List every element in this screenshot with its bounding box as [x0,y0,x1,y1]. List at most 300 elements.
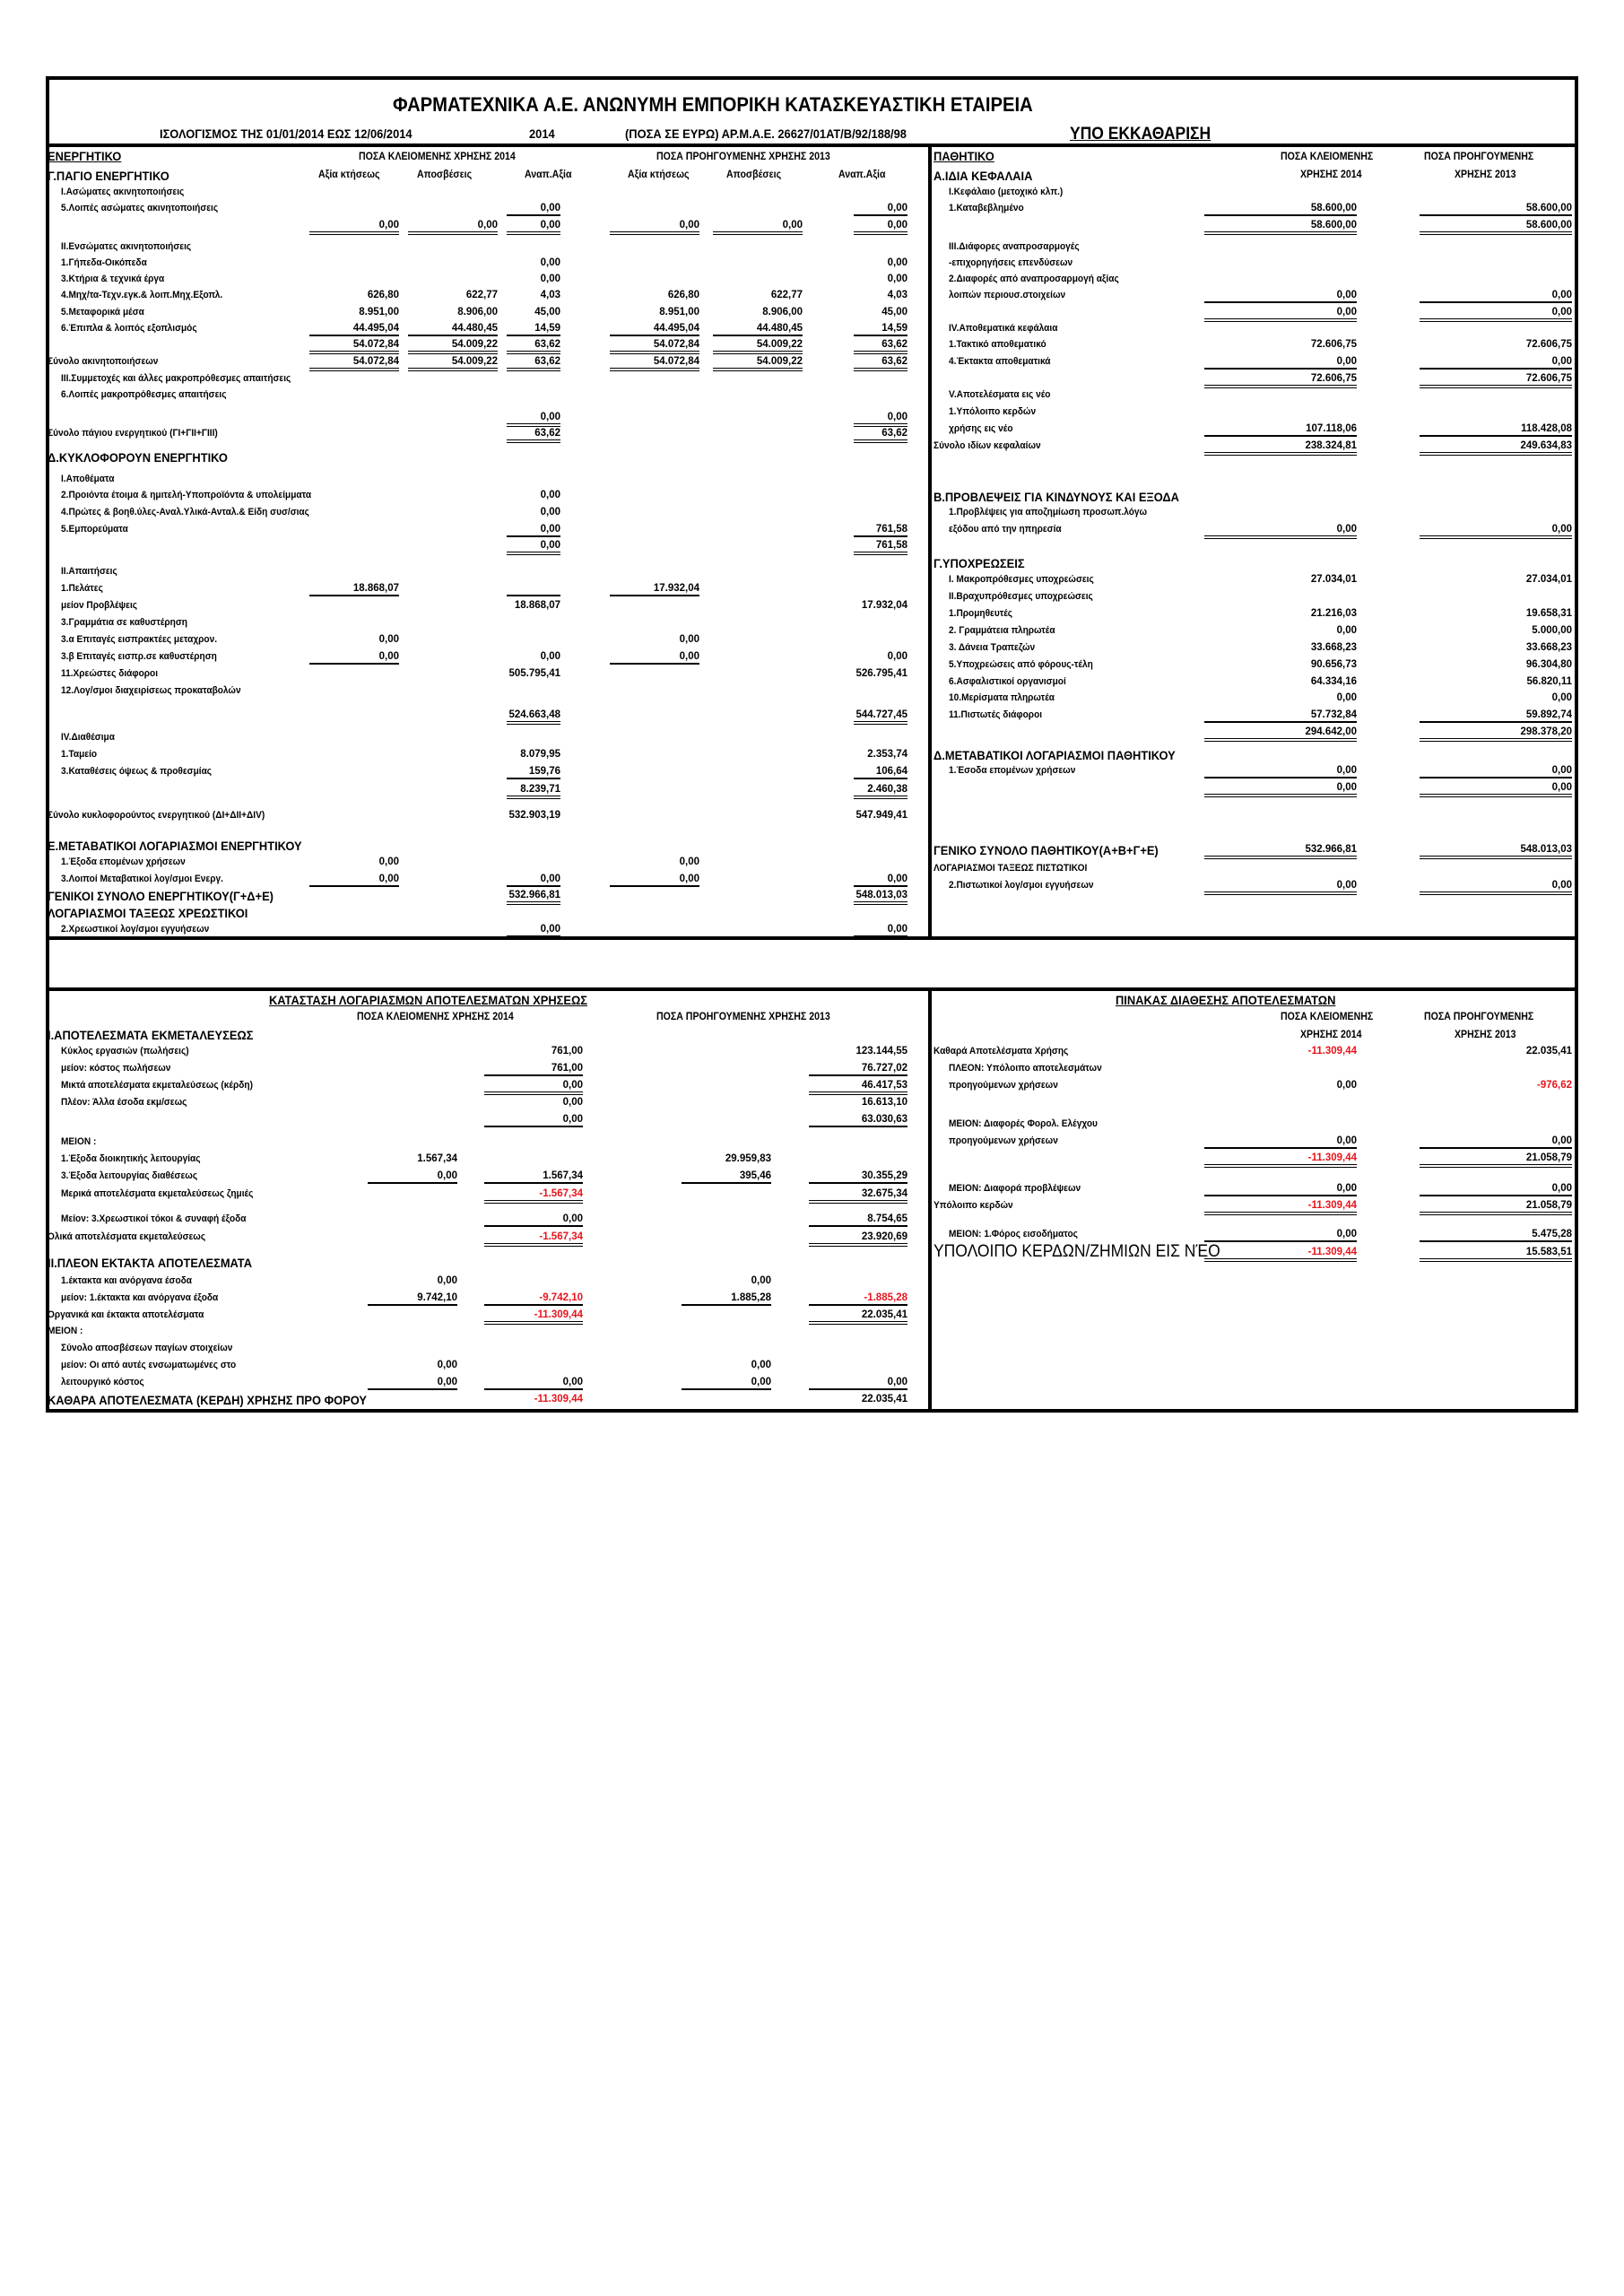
assets-row-label: Ι.Αποθέματα [61,474,115,484]
liabilities-value-cell: 33.668,23 [1525,642,1572,653]
liabilities-value-cell: 59.892,74 [1420,709,1572,723]
liabilities-value-cell: 0,00 [1204,781,1357,797]
income-row-label: Οργανικά και έκτακτα αποτελέσματα [48,1309,204,1320]
assets-value-cell: 0,00 [507,873,560,887]
liabilities-row-label: -επιχορηγήσεις επενδύσεων [949,257,1073,268]
income-value-cell: 0,00 [682,1376,771,1390]
assets-value-cell: 106,64 [854,765,908,779]
liabilities-row-label: Ι.Κεφάλαιο (μετοχικό κλπ.) [949,187,1064,197]
income-value-cell: 0,00 [484,1079,583,1095]
liabilities-value-cell: 0,00 [1336,625,1357,636]
dist-col-previous-1: ΠΟΣΑ ΠΡΟΗΓΟΥΜΕΝΗΣ [1424,1012,1534,1022]
liabilities-value-cell: 58.600,00 [1204,202,1357,216]
distribution-row-label: Καθαρά Αποτελέσματα Χρήσης [934,1046,1069,1057]
liabilities-value-cell: 0,00 [1336,692,1357,703]
assets-value-cell: 8.906,00 [762,307,803,317]
income-row-label: ΚΑΘΑΡΑ ΑΠΟΤΕΛΕΣΜΑΤΑ (ΚΕΡΔΗ) ΧΡΗΣΗΣ ΠΡΟ ΦΟΡΟΥ [48,1393,368,1407]
assets-value-cell: 63,62 [854,338,908,354]
assets-value-cell: 0,00 [679,857,699,867]
dist-col-current-1: ΠΟΣΑ ΚΛΕΙΟΜΕΝΗΣ [1281,1012,1374,1022]
income-title: ΚΑΤΑΣΤΑΣΗ ΛΟΓΑΡΙΑΣΜΩΝ ΑΠΟΤΕΛΕΣΜΑΤΩΝ ΧΡΗΣΕΩΣ [269,993,588,1007]
income-value-cell: 30.355,29 [809,1170,908,1184]
liabilities-value-cell: 532.966,81 [1204,843,1357,859]
liabilities-row-label: λοιπών περιουσ.στοιχείων [949,290,1066,300]
income-value-cell: -9.742,10 [484,1292,583,1306]
assets-value-cell: 45,00 [534,307,560,317]
liabilities-row-label: 6.Ασφαλιστικοί οργανισμοί [949,676,1066,687]
liabilities-value-cell: 118.428,08 [1420,422,1572,437]
assets-row-label: 4.Μηχ/τα-Τεχν.εγκ.& λοιπ.Μηχ.Εξοπλ. [61,290,223,300]
liabilities-row-label: εξόδου από την ηπηρεσία [949,524,1062,535]
income-value-cell: 22.035,41 [861,1394,908,1405]
liabilities-value-cell: 107.118,06 [1204,422,1357,437]
assets-row-label: 5.Λοιπές ασώματες ακινητοποιήσεις [61,203,219,213]
distribution-value-cell: 0,00 [1204,1182,1357,1196]
income-value-cell: 29.959,83 [725,1153,771,1164]
assets-subcol-header: Αξία κτήσεως [628,170,690,180]
liabilities-row-label: V.Αποτελέσματα εις νέο [949,389,1051,400]
income-col-current: ΠΟΣΑ ΚΛΕΙΟΜΕΝΗΣ ΧΡΗΣΗΣ 2014 [357,1012,514,1022]
assets-col-current: ΠΟΣΑ ΚΛΕΙΟΜΕΝΗΣ ΧΡΗΣΗΣ 2014 [359,152,516,162]
income-value-cell: 0,00 [368,1170,457,1184]
assets-value-cell: 0,00 [540,274,560,284]
assets-value-cell: 0,00 [610,873,699,887]
distribution-value-cell: -11.309,44 [1204,1246,1357,1262]
assets-value-cell: 0,00 [854,219,908,235]
assets-subcol-header: Αναπ.Αξία [838,170,886,180]
income-value-cell: 46.417,53 [809,1079,908,1095]
liabilities-value-cell: 0,00 [1420,306,1572,322]
income-row-label: Μικτά αποτελέσματα εκμεταλεύσεως (κέρδη) [61,1080,253,1091]
distribution-value-cell: 22.035,41 [1525,1046,1572,1057]
year-label: 2014 [529,126,555,141]
assets-value-cell: 0,00 [309,219,399,235]
assets-value-cell: 8.951,00 [359,307,399,317]
assets-row-label: 3.Καταθέσεις όψεως & προθεσμίας [61,766,213,777]
assets-value-cell: 54.009,22 [408,355,498,371]
distribution-row-label: ΠΛΕΟΝ: Υπόλοιπο αποτελεσμάτων [949,1063,1102,1074]
liabilities-value-cell: 64.334,16 [1310,676,1357,687]
distribution-value-cell: 21.058,79 [1420,1199,1572,1215]
assets-row-label: 4.Πρώτες & βοηθ.ύλες-Αναλ.Υλικά-Ανταλ.& Είδη συσ/σιας [61,507,309,517]
liabilities-value-cell: 58.600,00 [1420,202,1572,216]
assets-row-label: 1.Πελάτες [61,583,103,594]
liabilities-value-cell: 0,00 [1204,764,1357,778]
assets-value-cell: 0,00 [854,923,908,939]
assets-row-label: Σύνολο πάγιου ενεργητικού (ΓΙ+ΓΙΙ+ΓΙΙΙ) [48,428,218,439]
liabilities-value-cell: 5.000,00 [1532,625,1572,636]
header-divider [46,144,1578,147]
registry-label: (ΠΟΣΑ ΣΕ ΕΥΡΩ) ΑΡ.Μ.Α.Ε. 26627/01ΑΤ/Β/92/188/98 [625,126,907,141]
income-row-label: μείον: κόστος πωλήσεων [61,1063,171,1074]
assets-row-label: 3.Γραμμάτια σε καθυστέρηση [61,617,187,628]
liabilities-title: ΠΑΘΗΤΙΚΟ [934,149,994,163]
assets-row-label: 1.Έξοδα επομένων χρήσεων [61,857,186,867]
assets-row-label: 2.Χρεωστικοί λογ/σμοι εγγυήσεων [61,924,210,935]
liabilities-row-label: 5.Υποχρεώσεις από φόρους-τέλη [949,659,1093,670]
assets-row-label: μείον Προβλέψεις [61,600,138,611]
liabilities-value-cell: 0,00 [1204,879,1357,895]
assets-col-previous: ΠΟΣΑ ΠΡΟΗΓΟΥΜΕΝΗΣ ΧΡΗΣΗΣ 2013 [656,152,830,162]
distribution-value-cell: 5.475,28 [1420,1228,1572,1242]
assets-value-cell: 761,58 [854,523,908,537]
income-value-cell: 395,46 [682,1170,771,1184]
liabilities-value-cell: 56.820,11 [1526,676,1572,687]
assets-value-cell: 45,00 [881,307,908,317]
liabilities-value-cell: 294.642,00 [1204,726,1357,742]
distribution-row-label: προηγούμενων χρήσεων [949,1135,1058,1146]
assets-row-label: Γ.ΠΑΓΙΟ ΕΝΕΡΓΗΤΙΚΟ [48,169,169,183]
assets-subcol-header: Αξία κτήσεως [318,170,380,180]
assets-value-cell: 63,62 [854,427,908,443]
assets-value-cell: 0,00 [854,873,908,887]
income-value-cell: 123.144,55 [855,1046,908,1057]
assets-value-cell: 54.072,84 [309,355,399,371]
liabilities-value-cell: 72.606,75 [1420,372,1572,388]
liabilities-row-label: 1.Καταβεβλημένο [949,203,1024,213]
liabilities-row-label: ΙΙΙ.Διάφορες αναπροσαρμογές [949,241,1080,252]
assets-value-cell: 2.460,38 [854,783,908,799]
income-row-label: Σύνολο αποσβέσεων παγίων στοιχείων [61,1343,233,1353]
dist-col-current-2: ΧΡΗΣΗΣ 2014 [1300,1030,1362,1040]
distribution-value-cell: -11.309,44 [1204,1199,1357,1215]
income-value-cell: 16.613,10 [861,1097,908,1108]
assets-value-cell: 548.013,03 [854,889,908,905]
assets-value-cell: 0,00 [713,219,803,235]
assets-value-cell: 8.079,95 [520,749,560,760]
assets-row-label: 6.Έπιπλα & λοιπός εξοπλισμός [61,323,197,334]
assets-row-label: 5.Εμπορεύματα [61,524,128,535]
liabilities-row-label: 11.Πιστωτές διάφοροι [949,709,1043,720]
distribution-value-cell: 0,00 [1336,1080,1357,1091]
assets-value-cell: 63,62 [854,355,908,371]
liabilities-value-cell: 72.606,75 [1525,339,1572,350]
assets-rule [507,582,560,596]
distribution-value-cell: 0,00 [1204,1228,1357,1242]
liabilities-value-cell: 0,00 [1204,355,1357,370]
period-label: ΙΣΟΛΟΓΙΣΜΟΣ ΤΗΣ 01/01/2014 ΕΩΣ 12/06/2014 [160,126,413,141]
income-row-label: 1.έκτακτα και ανόργανα έσοδα [61,1275,193,1286]
income-value-cell: 761,00 [551,1046,583,1057]
assets-row-label: 3.β Επιταγές εισπρ.σε καθυστέρηση [61,651,217,662]
assets-row-label: ΙV.Διαθέσιμα [61,732,115,743]
liabilities-row-label: 1.Υπόλοιπο κερδών [949,406,1037,417]
liabilities-row-label: 1.Τακτικό αποθεματικό [949,339,1046,350]
assets-row-label: 3.Κτήρια & τεχνικά έργα [61,274,165,284]
liabilities-value-cell: 58.600,00 [1420,219,1572,235]
income-value-cell: 0,00 [562,1097,583,1108]
assets-row-label: 6.Λοιπές μακροπρόθεσμες απαιτήσεις [61,389,227,400]
liabilities-row-label: Β.ΠΡΟΒΛΕΨΕΙΣ ΓΙΑ ΚΙΝΔΥΝΟΥΣ ΚΑΙ ΕΞΟΔΑ [934,490,1179,504]
liabilities-row-label: ΙV.Αποθεματικά κεφάλαια [949,323,1058,334]
assets-value-cell: 44.480,45 [713,322,803,336]
assets-value-cell: 63,62 [507,355,560,371]
income-value-cell: 0,00 [751,1360,771,1370]
income-row-label: Μερικά αποτελέσματα εκμεταλεύσεως ζημιές [61,1188,254,1199]
income-row-label: Ολικά αποτελέσματα εκμεταλεύσεως [48,1231,206,1242]
assets-value-cell: 17.932,04 [861,600,908,611]
liabilities-value-cell: 0,00 [1204,289,1357,303]
assets-value-cell: 0,00 [507,923,560,939]
liab-col-current-2: ΧΡΗΣΗΣ 2014 [1300,170,1362,180]
assets-value-cell: 0,00 [610,650,699,665]
income-value-cell: 0,00 [368,1376,457,1390]
liabilities-row-label: 2.Διαφορές από αναπροσαρμογή αξίας [949,274,1119,284]
liab-col-current-1: ΠΟΣΑ ΚΛΕΙΟΜΕΝΗΣ [1281,152,1374,162]
assets-value-cell: 505.795,41 [508,668,560,679]
assets-value-cell: 159,76 [507,765,560,779]
assets-subcol-header: Αποσβέσεις [726,170,782,180]
liabilities-row-label: 2. Γραμμάτεια πληρωτέα [949,625,1055,636]
assets-value-cell: 2.353,74 [867,749,908,760]
income-value-cell: -1.885,28 [809,1292,908,1306]
distribution-row-label: ΜΕΙΟΝ: Διαφορές Φορολ. Ελέγχου [949,1118,1098,1129]
income-row-label: ΙΙ.ΠΛΕΟΝ ΕΚΤΑΚΤΑ ΑΠΟΤΕΛΕΣΜΑΤΑ [48,1256,253,1270]
income-value-cell: -1.567,34 [484,1187,583,1204]
liabilities-row-label: Δ.ΜΕΤΑΒΑΤΙΚΟΙ ΛΟΓΑΡΙΑΣΜΟΙ ΠΑΘΗΤΙΚΟΥ [934,748,1176,762]
liabilities-value-cell: 0,00 [1420,523,1572,539]
assets-row-label: Σύνολο κυκλοφορούντος ενεργητικού (ΔΙ+ΔΙΙ+ΔΙV) [48,810,265,821]
liabilities-row-label: ΛΟΓΑΡΙΑΣΜΟΙ ΤΑΞΕΩΣ ΠΙΣΤΩΤΙΚΟΙ [934,863,1088,874]
assets-value-cell: 54.009,22 [408,338,498,354]
assets-value-cell: 17.932,04 [610,582,699,596]
assets-row-label: 11.Χρεώστες διάφοροι [61,668,159,679]
assets-value-cell: 54.072,84 [610,338,699,354]
assets-row-label: 3.Λοιποί Μεταβατικοί λογ/σμοι Ενεργ. [61,874,223,884]
assets-value-cell: 54.009,22 [713,338,803,354]
assets-value-cell: 0,00 [309,650,399,665]
assets-value-cell: 54.072,84 [610,355,699,371]
distribution-value-cell: -11.309,44 [1307,1046,1357,1057]
income-value-cell: 32.675,34 [809,1187,908,1204]
assets-value-cell: 544.727,45 [854,709,908,725]
assets-value-cell: 63,62 [507,427,560,443]
liabilities-row-label: Σύνολο ιδίων κεφαλαίων [934,440,1041,451]
liabilities-value-cell: 33.668,23 [1310,642,1357,653]
assets-value-cell: 0,00 [507,219,560,235]
assets-value-cell: 0,00 [540,651,560,662]
assets-value-cell: 0,00 [507,202,560,216]
income-value-cell: 0,00 [484,1213,583,1227]
liabilities-row-label: Α.ΙΔΙΑ ΚΕΦΑΛΑΙΑ [934,169,1033,183]
assets-value-cell: 0,00 [679,634,699,645]
assets-value-cell: 8.239,71 [507,783,560,799]
assets-value-cell: 4,03 [540,290,560,300]
assets-row-label: 2.Προιόντα έτοιμα & ημιτελή-Υποπροϊόντα & υπολείμματα [61,490,312,500]
liabilities-row-label: ΙΙ.Βραχυπρόθεσμες υποχρεώσεις [949,591,1093,602]
assets-value-cell: 54.072,84 [309,338,399,354]
assets-value-cell: 622,77 [465,290,498,300]
assets-value-cell: 0,00 [854,202,908,216]
assets-value-cell: 0,00 [854,411,908,427]
liabilities-row-label: 3. Δάνεια Τραπεζών [949,642,1036,653]
liabilities-row-label: ΓΕΝΙΚΟ ΣΥΝΟΛΟ ΠΑΘΗΤΙΚΟΥ(Α+Β+Γ+Ε) [934,843,1159,857]
liabilities-value-cell: 0,00 [1420,781,1572,797]
assets-row-label: ΙΙ.Ενσώματες ακινητοποιήσεις [61,241,192,252]
assets-row-label: ΙΙΙ.Συμμετοχές και άλλες μακροπρόθεσμες απαιτήσεις [61,373,291,384]
assets-value-cell: 0,00 [887,274,908,284]
assets-value-cell: 44.480,45 [408,322,498,336]
liabilities-value-cell: 0,00 [1551,692,1572,703]
income-row-label: Κύκλος εργασιών (πωλήσεις) [61,1046,189,1057]
income-value-cell: 1.567,34 [417,1153,457,1164]
liabilities-value-cell: 238.324,81 [1204,439,1357,456]
assets-row-label: ΓΕΝΙΚΟΙ ΣΥΝΟΛΟ ΕΝΕΡΓΗΤΙΚΟΥ(Γ+Δ+Ε) [48,889,274,903]
distribution-row-label: Υπόλοιπο κερδών [934,1200,1013,1211]
assets-value-cell: 0,00 [507,539,560,555]
liabilities-value-cell: 0,00 [1204,306,1357,322]
assets-row-label: Ι.Ασώματες ακινητοποιήσεις [61,187,185,197]
distribution-value-cell: 0,00 [1204,1135,1357,1149]
assets-row-label: Σύνολο ακινητοποιήσεων [48,356,159,367]
liabilities-value-cell: 298.378,20 [1420,726,1572,742]
liabilities-value-cell: 21.216,03 [1310,608,1357,619]
dist-col-previous-2: ΧΡΗΣΗΣ 2013 [1455,1030,1516,1040]
assets-value-cell: 54.009,22 [713,355,803,371]
distribution-value-cell: 0,00 [1420,1182,1572,1196]
liabilities-value-cell: 0,00 [1420,289,1572,303]
liabilities-row-label: Γ.ΥΠΟΧΡΕΩΣΕΙΣ [934,556,1025,570]
distribution-value-cell: -11.309,44 [1204,1152,1357,1168]
assets-value-cell: 0,00 [309,873,399,887]
assets-value-cell: 0,00 [408,219,498,235]
liabilities-value-cell: 27.034,01 [1525,574,1572,585]
assets-row-label: 1.Ταμείο [61,749,98,760]
income-value-cell: -1.567,34 [484,1231,583,1247]
income-value-cell: 8.754,65 [809,1213,908,1227]
liabilities-row-label: 4.Έκτακτα αποθεματικά [949,356,1051,367]
income-value-cell: 761,00 [484,1062,583,1076]
assets-value-cell: 626,80 [367,290,399,300]
assets-row-label: 12.Λογ/σμοι διαχειρίσεως προκαταβολών [61,685,241,696]
assets-value-cell: 0,00 [540,257,560,268]
assets-value-cell: 0,00 [610,219,699,235]
income-value-cell: 0,00 [437,1275,457,1286]
assets-value-cell: 8.906,00 [457,307,498,317]
income-value-cell: 0,00 [437,1360,457,1370]
assets-value-cell: 14,59 [507,322,560,336]
income-row-label: λειτουργικό κόστος [61,1377,144,1387]
distribution-row-label: προηγούμενων χρήσεων [949,1080,1058,1091]
income-value-cell: -11.309,44 [534,1394,583,1405]
income-value-cell: 63.030,63 [809,1113,908,1127]
liabilities-value-cell: 0,00 [1420,764,1572,778]
assets-value-cell: 532.966,81 [507,889,560,905]
assets-value-cell: 0,00 [378,634,399,645]
assets-value-cell: 0,00 [378,857,399,867]
liabilities-value-cell: 72.606,75 [1204,372,1357,388]
assets-value-cell: 626,80 [667,290,699,300]
income-row-label: Πλέον: Άλλα έσοδα εκμ/σεως [61,1097,187,1108]
column-divider-bottom [928,987,932,1413]
assets-row-label: Δ.ΚΥΚΛΟΦΟΡΟΥΝ ΕΝΕΡΓΗΤΙΚΟ [48,450,228,465]
assets-value-cell: 622,77 [770,290,803,300]
income-value-cell: 1.885,28 [682,1292,771,1306]
income-value-cell: 0,00 [484,1376,583,1390]
assets-row-label: 1.Γήπεδα-Οικόπεδα [61,257,147,268]
distribution-row-label: ΥΠΟΛΟΙΠΟ ΚΕΡΔΩΝ/ΖΗΜΙΩΝ ΕΙΣ ΝΈΟ [934,1242,1220,1261]
liabilities-row-label: 1.Προμηθευτές [949,608,1013,619]
distribution-row-label: ΜΕΙΟΝ: Διαφορά προβλέψεων [949,1183,1081,1194]
income-value-cell: 23.920,69 [809,1231,908,1247]
liquidation-status: ΥΠΟ ΕΚΚΑΘΑΡΙΣΗ [1070,125,1211,144]
section-divider-1 [46,936,1578,940]
assets-row-label: ΛΟΓΑΡΙΑΣΜΟΙ ΤΑΞΕΩΣ ΧΡΕΩΣΤΙΚΟΙ [48,906,248,920]
assets-row-label: 5.Μεταφορικά μέσα [61,307,144,317]
income-row-label: μείον: 1.έκτακτα και ανόργανα έξοδα [61,1292,219,1303]
liabilities-value-cell: 249.634,83 [1420,439,1572,456]
liabilities-value-cell: 58.600,00 [1204,219,1357,235]
assets-value-cell: 44.495,04 [309,322,399,336]
assets-value-cell: 18.868,07 [309,582,399,596]
liabilities-value-cell: 72.606,75 [1310,339,1357,350]
column-divider-top [928,144,932,938]
assets-value-cell: 526.795,41 [855,668,908,679]
liabilities-value-cell: 0,00 [1420,355,1572,370]
income-value-cell: 0,00 [809,1376,908,1390]
liab-col-previous-1: ΠΟΣΑ ΠΡΟΗΓΟΥΜΕΝΗΣ [1424,152,1534,162]
income-row-label: 1.Έξοδα διοικητικής λειτουργίας [61,1153,201,1164]
liabilities-value-cell: 90.656,73 [1310,659,1357,670]
assets-subcol-header: Αποσβέσεις [417,170,473,180]
income-row-label: Μείον: 3.Χρεωστικοί τόκοι & συναφή έξοδα [61,1213,247,1224]
distribution-value-cell: 21.058,79 [1420,1152,1572,1168]
income-value-cell: 22.035,41 [809,1309,908,1325]
liabilities-value-cell: 548.013,03 [1420,843,1572,859]
income-row-label: Ι.ΑΠΟΤΕΛΕΣΜΑΤΑ ΕΚΜΕΤΑΛΕΥΣΕΩΣ [48,1028,254,1042]
liabilities-row-label: Ι. Μακροπρόθεσμες υποχρεώσεις [949,574,1094,585]
assets-value-cell: 0,00 [540,490,560,500]
income-col-previous: ΠΟΣΑ ΠΡΟΗΓΟΥΜΕΝΗΣ ΧΡΗΣΗΣ 2013 [656,1012,830,1022]
assets-title: ΕΝΕΡΓΗΤΙΚΟ [48,149,122,163]
income-row-label: ΜΕΙΟΝ : [48,1326,83,1336]
liab-col-previous-2: ΧΡΗΣΗΣ 2013 [1455,170,1516,180]
distribution-value-cell: 15.583,51 [1420,1246,1572,1262]
income-value-cell: 9.742,10 [368,1292,457,1306]
liabilities-row-label: 10.Μερίσματα πληρωτέα [949,692,1055,703]
income-value-cell: 1.567,34 [484,1170,583,1184]
assets-value-cell: 0,00 [507,523,560,537]
distribution-value-cell: 0,00 [1420,1135,1572,1149]
assets-row-label: Ε.ΜΕΤΑΒΑΤΙΚΟΙ ΛΟΓΑΡΙΑΣΜΟΙ ΕΝΕΡΓΗΤΙΚΟΥ [48,839,302,853]
liabilities-row-label: χρήσης εις νέο [949,423,1013,434]
liabilities-row-label: 1.Έσοδα επομένων χρήσεων [949,765,1076,776]
liabilities-value-cell: 96.304,80 [1525,659,1572,670]
assets-row-label: 3.α Επιταγές εισπρακτέες μεταχρον. [61,634,218,645]
assets-value-cell: 44.495,04 [610,322,699,336]
assets-subcol-header: Αναπ.Αξία [525,170,572,180]
distribution-value-cell: -976,62 [1536,1080,1572,1091]
distribution-row-label: ΜΕΙΟΝ: 1.Φόρος εισοδήματος [949,1229,1078,1239]
liabilities-value-cell: 19.658,31 [1525,608,1572,619]
liabilities-row-label: 1.Προβλέψεις για αποζημίωση προσωπ.λόγω [949,507,1148,517]
assets-value-cell: 0,00 [887,651,908,662]
distribution-title: ΠΙΝΑΚΑΣ ΔΙΑΘΕΣΗΣ ΑΠΟΤΕΛΕΣΜΑΤΩΝ [1116,993,1336,1007]
income-value-cell: -11.309,44 [484,1309,583,1325]
liabilities-row-label: 2.Πιστωτικοί λογ/σμοι εγγυήσεων [949,880,1094,891]
income-row-label: 3.Έξοδα λειτουργίας διαθέσεως [61,1170,198,1181]
assets-value-cell: 0,00 [507,411,560,427]
assets-row-label: ΙΙ.Απαιτήσεις [61,566,117,577]
assets-value-cell: 8.951,00 [659,307,699,317]
liabilities-value-cell: 0,00 [1204,523,1357,539]
assets-value-cell: 18.868,07 [514,600,560,611]
assets-value-cell: 547.949,41 [855,810,908,821]
company-title: ΦΑΡΜΑΤΕΧΝΙΚΑ Α.Ε. ΑΝΩΝΥΜΗ ΕΜΠΟΡΙΚΗ ΚΑΤΑΣΚΕΥΑΣΤΙΚΗ ΕΤΑΙΡΕΙΑ [393,93,1033,116]
income-value-cell: 0,00 [751,1275,771,1286]
liabilities-value-cell: 27.034,01 [1310,574,1357,585]
assets-value-cell: 532.903,19 [508,810,560,821]
